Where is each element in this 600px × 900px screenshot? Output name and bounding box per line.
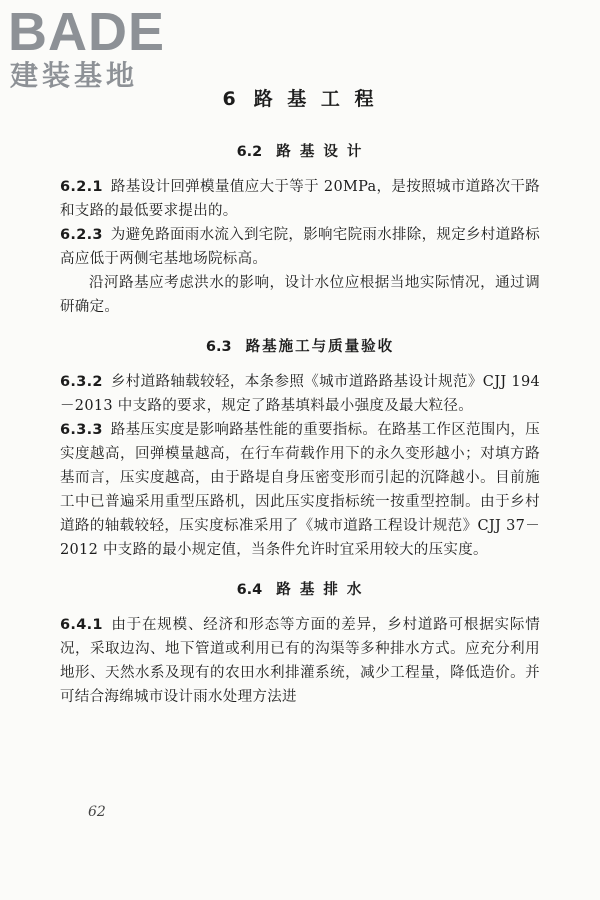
clause-text: 沿河路基应考虑洪水的影响，设计水位应根据当地实际情况，通过调研确定。 — [60, 275, 540, 315]
section-heading — [60, 578, 540, 599]
clause-text: 由于在规模、经济和形态等方面的差异，乡村道路可根据实际情况，采取边沟、地下管道或利用已有的沟渠等多种排水方式。应充分利用地形、天然水系及现有的农田水利排灌系统，减少工程量，降低造价。并可结合海绵城市设计雨水处理方法进 — [60, 617, 540, 705]
clause-text: 为避免路面雨水流入到宅院，影响宅院雨水排除，规定乡村道路标高应低于两侧宅基地场院标高。 — [60, 227, 540, 267]
watermark-subtitle: 建装基地 — [10, 59, 139, 92]
clause-paragraph — [60, 223, 540, 271]
page-number: 62 — [88, 804, 106, 820]
clause-text: 乡村道路轴载较轻，本条参照《城市道路路基设计规范》CJJ 194－2013 中支路的要求，规定了路基填料最小强度及最大粒径。 — [60, 374, 540, 414]
chapter-heading — [0, 84, 600, 111]
clause-number: 6.4.1 — [60, 617, 103, 633]
watermark-logo: BADE — [8, 2, 166, 62]
section-title: 路 基 排 水 — [276, 582, 364, 598]
clause-number: 6.2.1 — [60, 179, 103, 195]
clause-paragraph — [60, 370, 540, 418]
chapter-number: 6 — [222, 88, 240, 110]
clause-paragraph — [60, 175, 540, 223]
section-title: 路 基 设 计 — [276, 144, 364, 160]
section-heading — [60, 335, 540, 356]
clause-text: 路基设计回弹模量值应大于等于 20MPa，是按照城市道路次干路和支路的最低要求提出的。 — [60, 179, 540, 219]
section-number: 6.4 — [236, 582, 263, 598]
clause-paragraph — [60, 613, 540, 709]
section-heading — [60, 140, 540, 161]
section-title: 路基施工与质量验收 — [245, 339, 395, 355]
clause-number: 6.3.2 — [60, 374, 103, 390]
clause-number: 6.2.3 — [60, 227, 103, 243]
clause-paragraph — [60, 418, 540, 562]
chapter-title: 路 基 工 程 — [253, 88, 378, 110]
section-number: 6.3 — [205, 339, 232, 355]
clause-number: 6.3.3 — [60, 422, 103, 438]
section-number: 6.2 — [236, 144, 263, 160]
page-content — [60, 134, 540, 709]
clause-text: 路基压实度是影响路基性能的重要指标。在路基工作区范围内，压实度越高，回弹模量越高，在行车荷载作用下的永久变形越小；对填方路基而言，压实度越高，由于路堤自身压密变形而引起的沉降越小。目前施工中已普遍采用重型压路机，因此压实度指标统一按重型控制。由于乡村道路的轴载较轻，压实度标准采用了《城市道路工程设计规范》CJJ 37－2012 中支路的最小规定值，当条件允许时宜采用较大的压实度。 — [60, 422, 540, 558]
body-paragraph — [60, 271, 540, 319]
